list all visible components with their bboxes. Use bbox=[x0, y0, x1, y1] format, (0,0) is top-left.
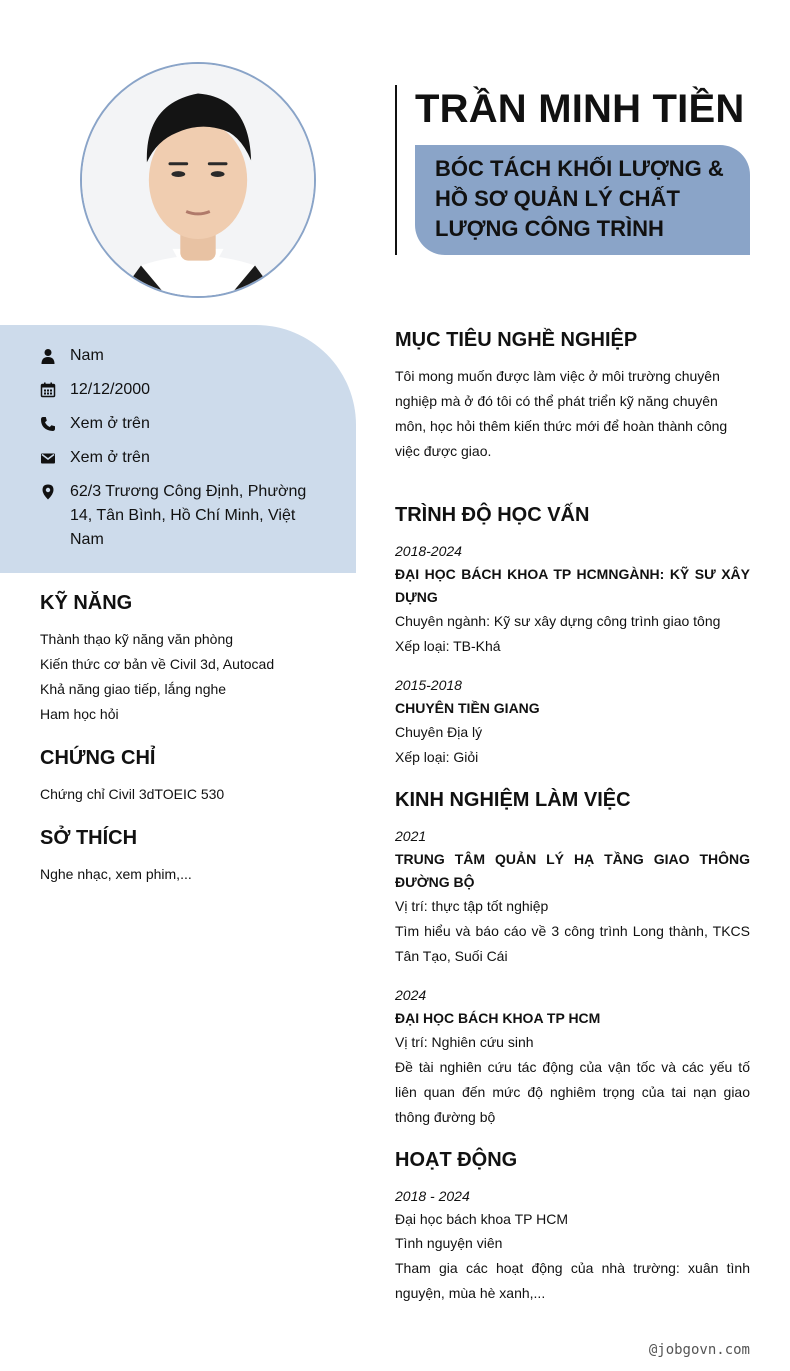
experience-heading: KINH NGHIỆM LÀM VIỆC bbox=[395, 789, 631, 811]
address-value: 62/3 Trương Công Định, Phường 14, Tân Bình, Hồ Chí Minh, Việt Nam bbox=[70, 483, 307, 548]
education-school: CHUYÊN TIỀN GIANG bbox=[395, 700, 540, 716]
email-value: Xem ở trên bbox=[70, 449, 150, 466]
education-entry bbox=[395, 674, 750, 770]
job-title-line: HỒ SƠ QUẢN LÝ CHẤT bbox=[435, 186, 680, 211]
certificate-item: Chứng chỉ Civil 3dTOEIC 530 bbox=[40, 786, 225, 802]
experience-position: Vị trí: thực tập tốt nghiệp bbox=[395, 898, 549, 914]
footer-watermark: @jobgovn.com bbox=[648, 1342, 750, 1358]
activity-desc: Tham gia các hoạt động của nhà trường: xuân tình nguyện, mùa hè xanh,... bbox=[395, 1260, 750, 1301]
contact-address bbox=[40, 480, 310, 552]
certificates-list bbox=[40, 782, 340, 807]
education-grade: Xếp loại: TB-Khá bbox=[395, 638, 501, 654]
education-entry bbox=[395, 540, 750, 659]
contact-gender bbox=[40, 344, 310, 368]
education-period: 2018-2024 bbox=[395, 543, 462, 559]
objective-heading: MỤC TIÊU NGHỀ NGHIỆP bbox=[395, 329, 638, 351]
objective-text: Tôi mong muốn được làm việc ở môi trường chuyên nghiệp mà ở đó tôi có thể phát triển kỹ năng chuyên môn, học hỏi thêm kiến thức mới để hoàn thành công việc được giao. bbox=[395, 368, 728, 459]
education-period: 2015-2018 bbox=[395, 677, 462, 693]
education-major: Chuyên ngành: Kỹ sư xây dựng công trình giao tông bbox=[395, 613, 721, 629]
activity-role: Tình nguyện viên bbox=[395, 1235, 503, 1251]
experience-org: TRUNG TÂM QUẢN LÝ HẠ TẦNG GIAO THÔNG ĐƯỜNG BỘ bbox=[395, 851, 750, 890]
experience-entry bbox=[395, 984, 750, 1130]
phone-icon bbox=[40, 412, 60, 436]
experience-period: 2021 bbox=[395, 828, 427, 844]
activity-entry bbox=[395, 1185, 750, 1306]
gender-value: Nam bbox=[70, 347, 104, 364]
skill-item: Thành thạo kỹ năng văn phòng bbox=[40, 631, 234, 647]
contact-phone bbox=[40, 412, 310, 436]
objective-section bbox=[395, 364, 750, 464]
contact-email bbox=[40, 446, 310, 470]
education-major: Chuyên Địa lý bbox=[395, 724, 483, 740]
job-title-line: LƯỢNG CÔNG TRÌNH bbox=[435, 216, 664, 241]
skills-heading: KỸ NĂNG bbox=[40, 592, 133, 614]
birthday-value: 12/12/2000 bbox=[70, 381, 151, 398]
skill-item: Ham học hỏi bbox=[40, 706, 119, 722]
skills-list bbox=[40, 627, 340, 727]
experience-desc: Tìm hiểu và báo cáo về 3 công trình Long thành, TKCS Tân Tạo, Suối Cái bbox=[395, 923, 750, 964]
profile-photo bbox=[80, 62, 316, 298]
experience-entry bbox=[395, 825, 750, 969]
education-school: ĐẠI HỌC BÁCH KHOA TP HCMNGÀNH: KỸ SƯ XÂY DỰNG bbox=[395, 566, 750, 605]
user-icon bbox=[40, 344, 60, 368]
mail-icon bbox=[40, 446, 60, 470]
phone-value: Xem ở trên bbox=[70, 415, 150, 432]
job-title-box bbox=[415, 145, 750, 255]
hobby-item: Nghe nhạc, xem phim,... bbox=[40, 866, 192, 882]
education-heading: TRÌNH ĐỘ HỌC VẤN bbox=[395, 504, 590, 526]
experience-org: ĐẠI HỌC BÁCH KHOA TP HCM bbox=[395, 1010, 601, 1026]
activities-heading: HOẠT ĐỘNG bbox=[395, 1149, 518, 1171]
hobbies-list bbox=[40, 862, 340, 887]
experience-desc: Đề tài nghiên cứu tác động của vận tốc và các yếu tố liên quan đến mức độ nghiêm trọng của tai nạn giao thông đường bộ bbox=[395, 1059, 750, 1125]
experience-position: Vị trí: Nghiên cứu sinh bbox=[395, 1034, 534, 1050]
candidate-name: TRẦN MINH TIỀN bbox=[415, 87, 745, 131]
calendar-icon bbox=[40, 378, 60, 402]
avatar-illustration bbox=[82, 64, 314, 296]
skill-item: Kiến thức cơ bản về Civil 3d, Autocad bbox=[40, 656, 275, 672]
location-icon bbox=[40, 480, 60, 504]
education-grade: Xếp loại: Giỏi bbox=[395, 749, 479, 765]
experience-period: 2024 bbox=[395, 987, 427, 1003]
certificates-heading: CHỨNG CHỈ bbox=[40, 747, 156, 769]
contact-birthday bbox=[40, 378, 310, 402]
job-title-line: BÓC TÁCH KHỐI LƯỢNG & bbox=[435, 156, 724, 181]
activity-period: 2018 - 2024 bbox=[395, 1188, 470, 1204]
hobbies-heading: SỞ THÍCH bbox=[40, 827, 138, 849]
activity-org: Đại học bách khoa TP HCM bbox=[395, 1211, 569, 1227]
header-divider bbox=[395, 85, 397, 255]
skill-item: Khả năng giao tiếp, lắng nghe bbox=[40, 681, 227, 697]
